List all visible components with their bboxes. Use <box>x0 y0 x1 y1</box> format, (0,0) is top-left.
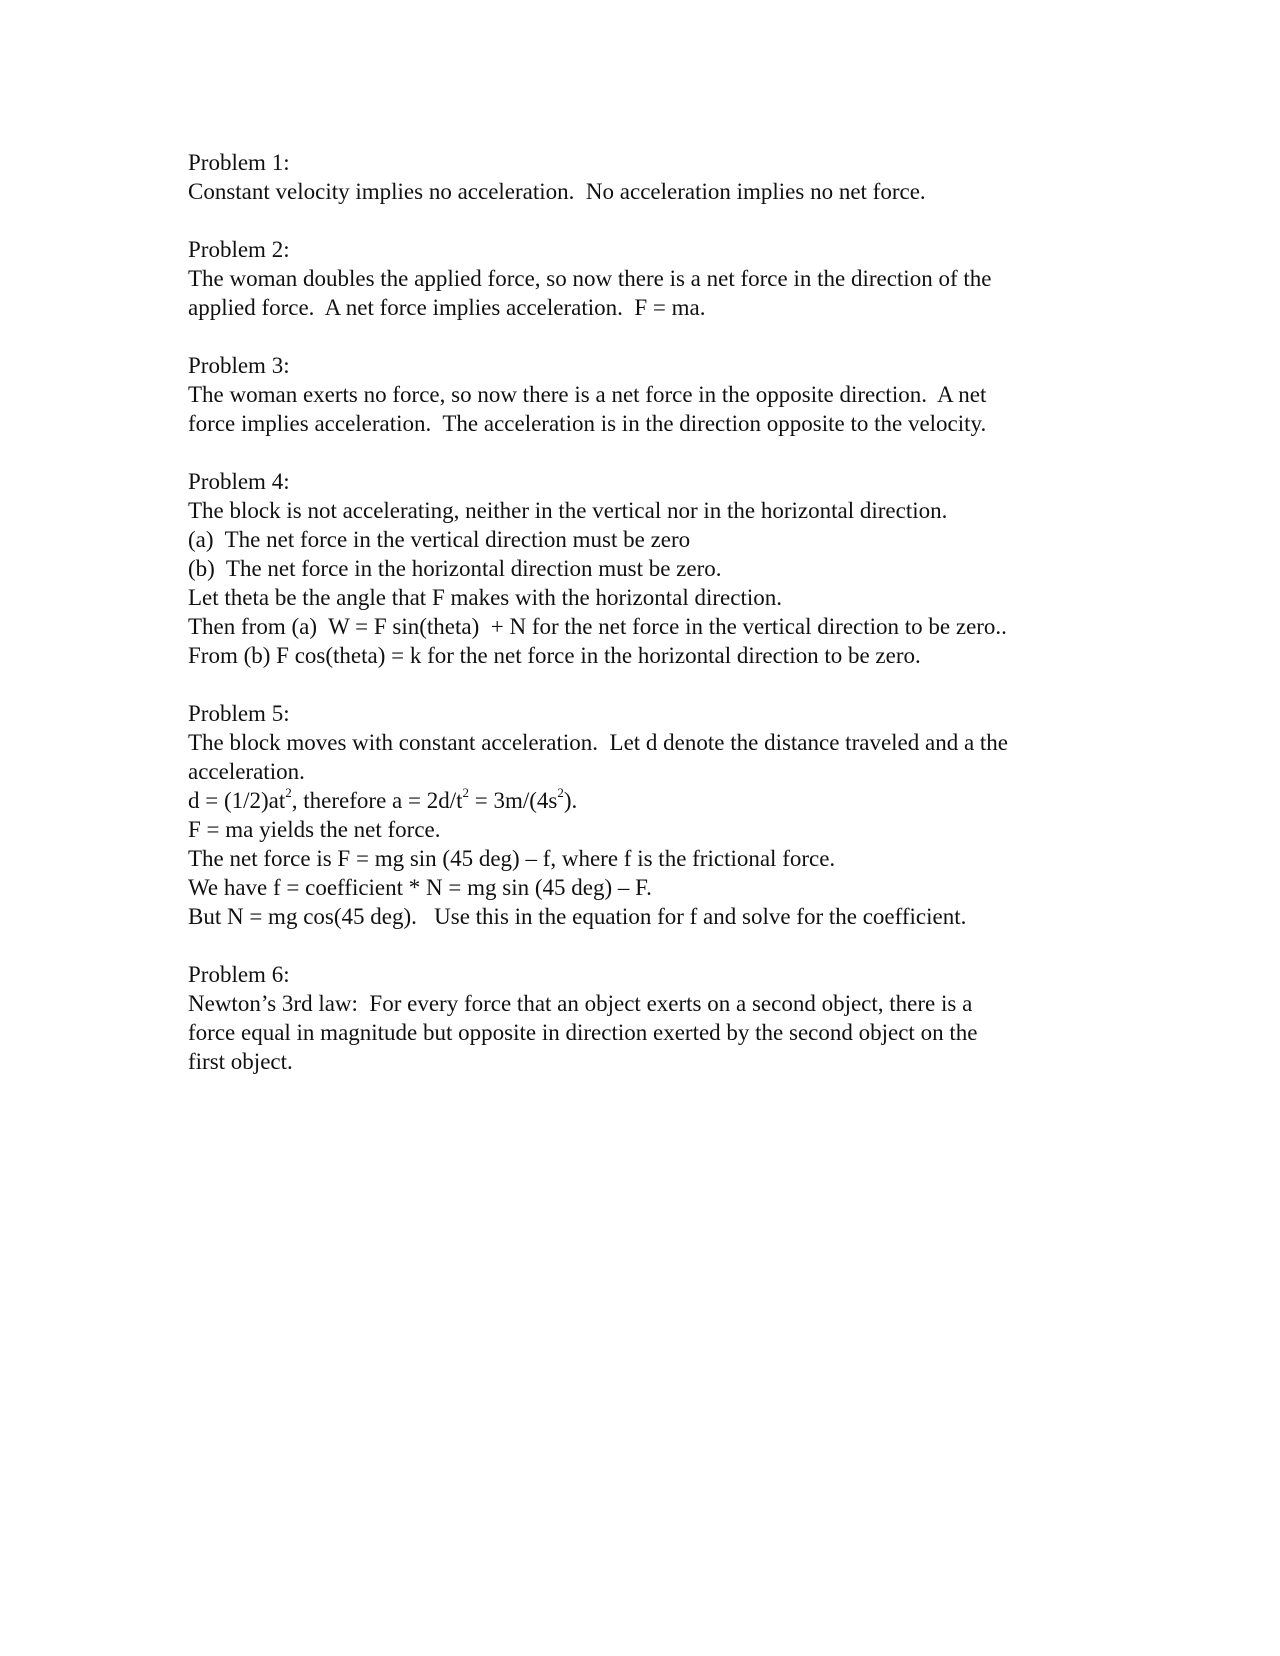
problem-heading: Problem 6: <box>188 962 290 987</box>
problem-text-line: (b) The net force in the horizontal direction must be zero. <box>188 556 722 581</box>
superscript: 2 <box>557 785 564 801</box>
problem-text-line: applied force. A net force implies acceleration. F = ma. <box>188 295 706 320</box>
superscript: 2 <box>462 785 469 801</box>
problem-3 <box>188 351 1108 438</box>
problem-heading: Problem 3: <box>188 353 290 378</box>
problem-text-line: Constant velocity implies no acceleration. No acceleration implies no net force. <box>188 179 926 204</box>
problem-text-line: force implies acceleration. The acceleration is in the direction opposite to the velocity. <box>188 411 987 436</box>
equation-line <box>188 786 1108 815</box>
equation-part: = 3m/(4s <box>468 788 558 813</box>
problem-2 <box>188 235 1108 322</box>
problem-text-line: The block moves with constant acceleration. Let d denote the distance traveled and a the <box>188 730 1009 755</box>
problem-text-line: acceleration. <box>188 759 305 784</box>
problem-text-line: F = ma yields the net force. <box>188 817 441 842</box>
problem-heading: Problem 5: <box>188 701 290 726</box>
problem-4 <box>188 467 1108 670</box>
document-page <box>188 148 1108 1105</box>
problem-heading: Problem 4: <box>188 469 290 494</box>
equation-part: , therefore a = 2d/t <box>291 788 463 813</box>
problem-text-line: We have f = coefficient * N = mg sin (45 deg) – F. <box>188 875 652 900</box>
problem-1 <box>188 148 1108 206</box>
problem-text-line: Newton’s 3rd law: For every force that an object exerts on a second object, there is a <box>188 991 973 1016</box>
problem-heading: Problem 1: <box>188 150 290 175</box>
problem-text-line: first object. <box>188 1049 293 1074</box>
problem-text-line: The woman exerts no force, so now there is a net force in the opposite direction. A net <box>188 382 987 407</box>
problem-heading: Problem 2: <box>188 237 290 262</box>
problem-text-line: (a) The net force in the vertical direction must be zero <box>188 527 691 552</box>
problem-5 <box>188 699 1108 931</box>
problem-text-line: Then from (a) W = F sin(theta) + N for the net force in the vertical direction to be zero.. <box>188 614 1007 639</box>
equation-part: ). <box>563 788 578 813</box>
problem-6 <box>188 960 1108 1076</box>
problem-text-line: Let theta be the angle that F makes with the horizontal direction. <box>188 585 782 610</box>
problem-text-line: The net force is F = mg sin (45 deg) – f, where f is the frictional force. <box>188 846 836 871</box>
problem-text-line: The woman doubles the applied force, so now there is a net force in the direction of the <box>188 266 992 291</box>
problem-text-line: force equal in magnitude but opposite in direction exerted by the second object on the <box>188 1020 978 1045</box>
equation-part: d = (1/2)at <box>188 788 286 813</box>
problem-text-line: But N = mg cos(45 deg). Use this in the equation for f and solve for the coefficient. <box>188 904 967 929</box>
superscript: 2 <box>285 785 292 801</box>
problem-text-line: The block is not accelerating, neither in the vertical nor in the horizontal direction. <box>188 498 948 523</box>
problem-text-line: From (b) F cos(theta) = k for the net force in the horizontal direction to be zero. <box>188 643 921 668</box>
